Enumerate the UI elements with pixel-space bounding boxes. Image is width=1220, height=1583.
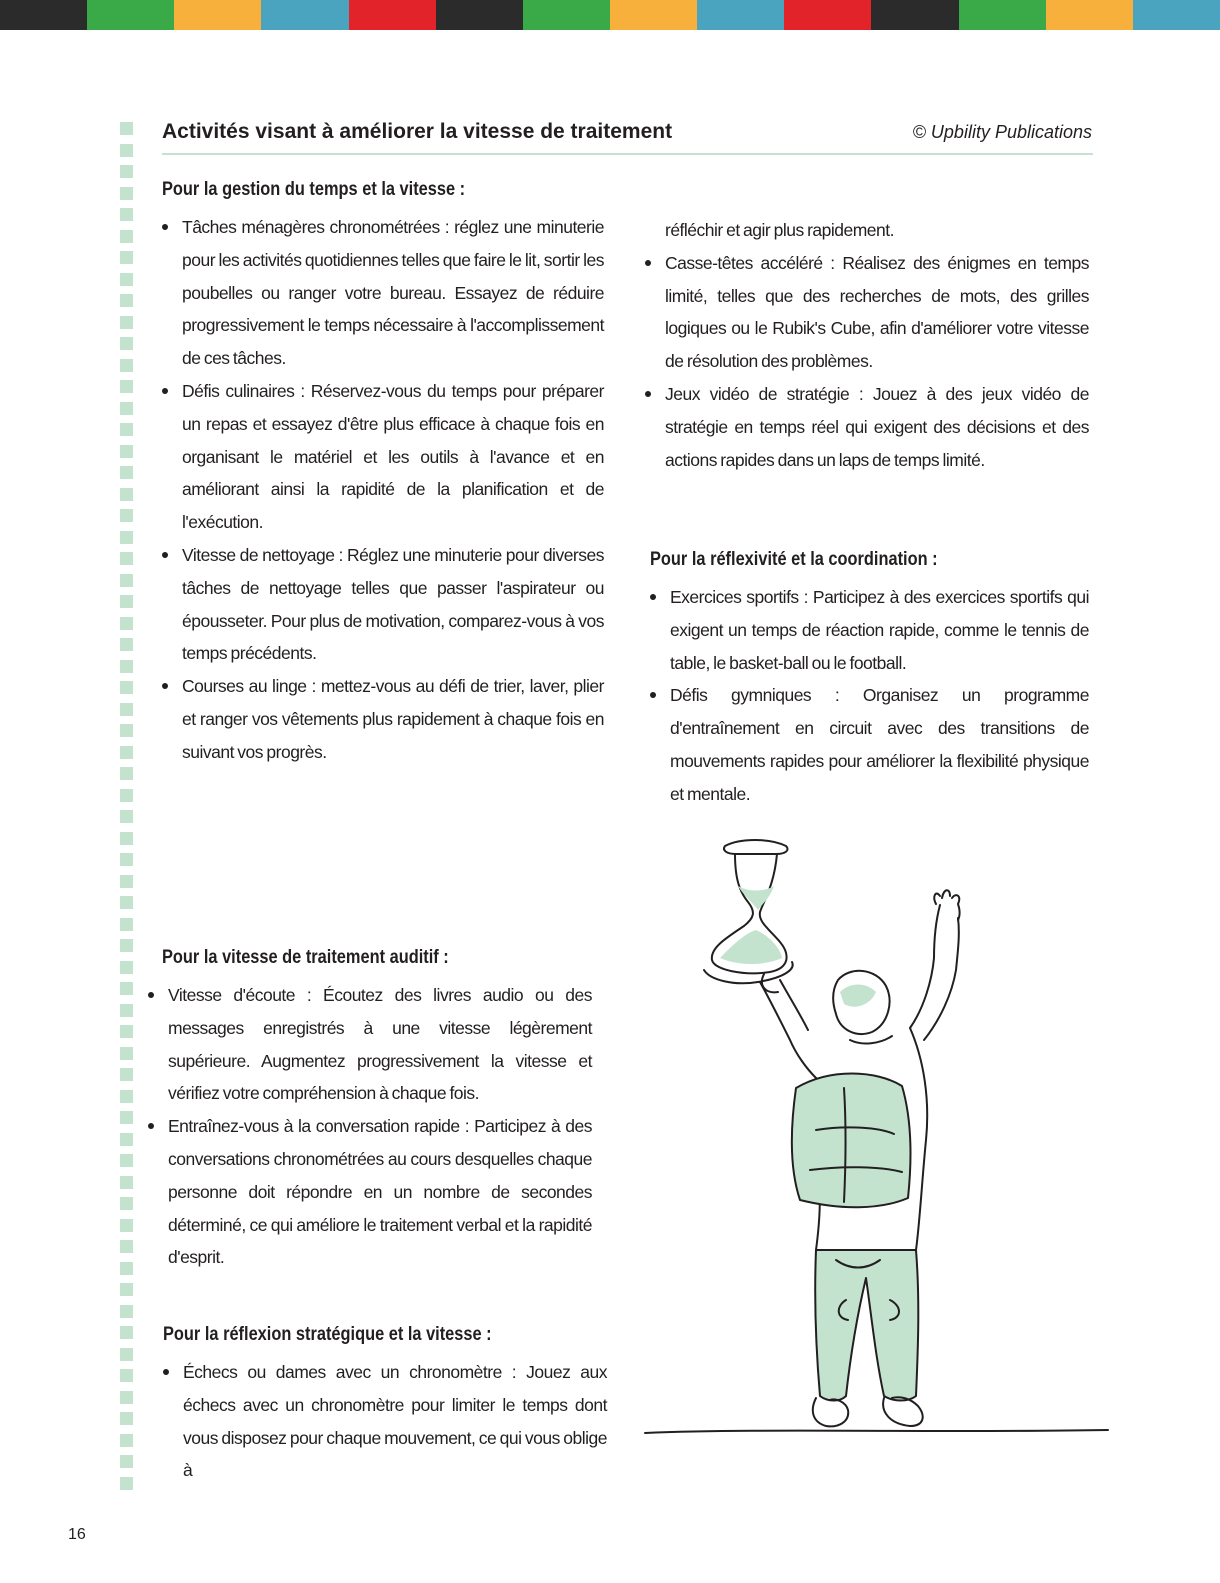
- bullet-list: [650, 581, 1089, 811]
- decorative-square: [120, 918, 133, 931]
- decorative-square: [120, 1197, 133, 1210]
- decorative-square: [120, 1369, 133, 1382]
- decorative-square: [120, 1090, 133, 1103]
- color-stripe-segment: [436, 0, 523, 30]
- bullet-list: [163, 1356, 607, 1487]
- decorative-square: [120, 509, 133, 522]
- list-item: [162, 539, 604, 670]
- decorative-square: [120, 1305, 133, 1318]
- decorative-square: [120, 1477, 133, 1490]
- decorative-square: [120, 767, 133, 780]
- color-stripe-segment: [349, 0, 436, 30]
- decorative-square: [120, 1326, 133, 1339]
- decorative-square: [120, 961, 133, 974]
- color-stripe-segment: [784, 0, 871, 30]
- section-heading: Pour la réflexion stratégique et la vitesse :: [163, 1323, 492, 1345]
- decorative-square: [120, 1133, 133, 1146]
- section-heading: Pour la réflexivité et la coordination :: [650, 548, 938, 570]
- list-item: [650, 581, 1089, 679]
- decorative-square: [120, 724, 133, 737]
- list-item: [650, 679, 1089, 810]
- decorative-square: [120, 165, 133, 178]
- decorative-square: [120, 681, 133, 694]
- color-stripe-segment: [959, 0, 1046, 30]
- list-item: [162, 375, 604, 539]
- list-item-text: Entraînez-vous à la conversation rapide : Participez à des conversations chronométrées au cours desquelles chaque personne doit répondre en un nombre de secondes déterminé, ce qui améliore le traitement verbal et la rapidité d'esprit.: [168, 1116, 592, 1268]
- list-item-text: Vitesse de nettoyage : Réglez une minuterie pour diverses tâches de nettoyage telles que passer l'aspirateur ou épousseter. Pour plus de motivation, comparez-vous à vos temps précédents.: [182, 544, 604, 664]
- bullet-list: [162, 211, 604, 769]
- decorative-square: [120, 574, 133, 587]
- list-item: [163, 1356, 607, 1487]
- decorative-square: [120, 982, 133, 995]
- decorative-square: [120, 617, 133, 630]
- decorative-square: [120, 359, 133, 372]
- decorative-square: [120, 1219, 133, 1232]
- decorative-square: [120, 1283, 133, 1296]
- decorative-square: [120, 660, 133, 673]
- continued-text: réfléchir et agir plus rapidement.: [665, 220, 894, 240]
- decorative-square: [120, 488, 133, 501]
- decorative-square: [120, 875, 133, 888]
- list-item-text: Jeux vidéo de stratégie : Jouez à des jeux vidéo de stratégie en temps réel qui exigent des décisions et des actions rapides dans un laps de temps limité.: [665, 383, 1089, 470]
- decorative-square: [120, 273, 133, 286]
- decorative-square: [120, 789, 133, 802]
- list-item: [148, 1110, 592, 1274]
- bullet-list: [148, 979, 592, 1274]
- decorative-square: [120, 853, 133, 866]
- section-heading: Pour la gestion du temps et la vitesse :: [162, 178, 466, 200]
- color-stripe-segment: [1046, 0, 1133, 30]
- list-item: [148, 979, 592, 1110]
- decorative-square: [120, 1154, 133, 1167]
- decorative-square: [120, 1004, 133, 1017]
- decorative-square: [120, 230, 133, 243]
- color-stripe-segment: [523, 0, 610, 30]
- decorative-square: [120, 122, 133, 135]
- decorative-square: [120, 552, 133, 565]
- list-item: [645, 247, 1089, 378]
- publisher-credit: © Upbility Publications: [912, 122, 1092, 142]
- decorative-square: [120, 208, 133, 221]
- section-auditory: [148, 946, 592, 1274]
- header-divider: [162, 153, 1093, 155]
- color-stripe-segment: [261, 0, 348, 30]
- color-stripe-segment: [871, 0, 958, 30]
- decorative-square: [120, 703, 133, 716]
- decorative-square: [120, 1047, 133, 1060]
- color-stripe-segment: [174, 0, 261, 30]
- decorative-square: [120, 1025, 133, 1038]
- decorative-square: [120, 1111, 133, 1124]
- section-strategic: [163, 1323, 607, 1487]
- decorative-square: [120, 896, 133, 909]
- decorative-square: [120, 316, 133, 329]
- decorative-square: [120, 466, 133, 479]
- decorative-square: [120, 746, 133, 759]
- color-stripe-bar: [0, 0, 1220, 30]
- section-reflexivity: [650, 548, 1089, 811]
- list-item-text: Vitesse d'écoute : Écoutez des livres audio ou des messages enregistrés à une vitesse légèrement supérieure. Augmentez progressivement la vitesse et vérifiez votre compréhension à chaque fois.: [168, 985, 592, 1104]
- decorative-square: [120, 832, 133, 845]
- list-item-text: Défis culinaires : Réservez-vous du temps pour préparer un repas et essayez d'être plus efficace à chaque fois en organisant le matériel et les outils à l'avance et en améliorant ainsi la rapidité de la planification et de l'exécution.: [182, 380, 604, 533]
- bullet-list: [645, 247, 1089, 477]
- list-item-text: Défis gymniques : Organisez un programme d'entraînement en circuit avec des transitions de mouvements rapides pour améliorer la flexibilité physique et mentale.: [670, 685, 1089, 804]
- decorative-square: [120, 251, 133, 264]
- section-heading: Pour la vitesse de traitement auditif :: [162, 946, 449, 968]
- page-number: 16: [68, 1526, 86, 1543]
- decorative-square: [120, 1068, 133, 1081]
- list-item-text: Exercices sportifs : Participez à des exercices sportifs qui exigent un temps de réaction rapide, comme le tennis de table, le basket-ball ou le football.: [670, 587, 1089, 673]
- decorative-square: [120, 1262, 133, 1275]
- decorative-square: [120, 423, 133, 436]
- section-time-speed: [162, 178, 604, 769]
- decorative-square: [120, 402, 133, 415]
- section-strategic-continued: [645, 214, 1089, 476]
- decorative-square: [120, 144, 133, 157]
- decorative-square: [120, 1348, 133, 1361]
- decorative-square: [120, 337, 133, 350]
- decorative-square: [120, 810, 133, 823]
- color-stripe-segment: [87, 0, 174, 30]
- decorative-square: [120, 1412, 133, 1425]
- decorative-square: [120, 638, 133, 651]
- list-item-text: Tâches ménagères chronométrées : réglez une minuterie pour les activités quotidiennes telles que faire le lit, sortir les poubelles ou ranger votre bureau. Essayez de réduire progressivement le temps nécessaire à l'accomplissement de ces tâches.: [182, 217, 604, 369]
- decorative-square: [120, 380, 133, 393]
- color-stripe-segment: [610, 0, 697, 30]
- decorative-square: [120, 1434, 133, 1447]
- list-item: [162, 211, 604, 375]
- list-item: [162, 670, 604, 768]
- decorative-square: [120, 187, 133, 200]
- decorative-square: [120, 1176, 133, 1189]
- decorative-square-column: [120, 122, 133, 1498]
- decorative-square: [120, 595, 133, 608]
- list-item-text: Courses au linge : mettez-vous au défi de trier, laver, plier et ranger vos vêtements plus rapidement à chaque fois en suivant vos progrès.: [182, 676, 604, 762]
- list-item: [645, 378, 1089, 476]
- color-stripe-segment: [0, 0, 87, 30]
- list-item-text: Échecs ou dames avec un chronomètre : Jouez aux échecs avec un chronomètre pour limiter le temps dont vous disposez pour chaque mouvement, ce qui vous oblige à: [183, 1362, 607, 1481]
- decorative-square: [120, 1391, 133, 1404]
- decorative-square: [120, 1455, 133, 1468]
- decorative-square: [120, 531, 133, 544]
- decorative-square: [120, 445, 133, 458]
- decorative-square: [120, 939, 133, 952]
- color-stripe-segment: [697, 0, 784, 30]
- list-item-text: Casse-têtes accéléré : Réalisez des énigmes en temps limité, telles que des recherches de mots, des grilles logiques ou le Rubik's Cube, afin d'améliorer votre vitesse de résolution des problèmes.: [665, 252, 1089, 372]
- hourglass-person-illustration: [640, 830, 1120, 1450]
- color-stripe-segment: [1133, 0, 1220, 30]
- decorative-square: [120, 294, 133, 307]
- decorative-square: [120, 1240, 133, 1253]
- page-title: Activités visant à améliorer la vitesse de traitement: [162, 120, 673, 143]
